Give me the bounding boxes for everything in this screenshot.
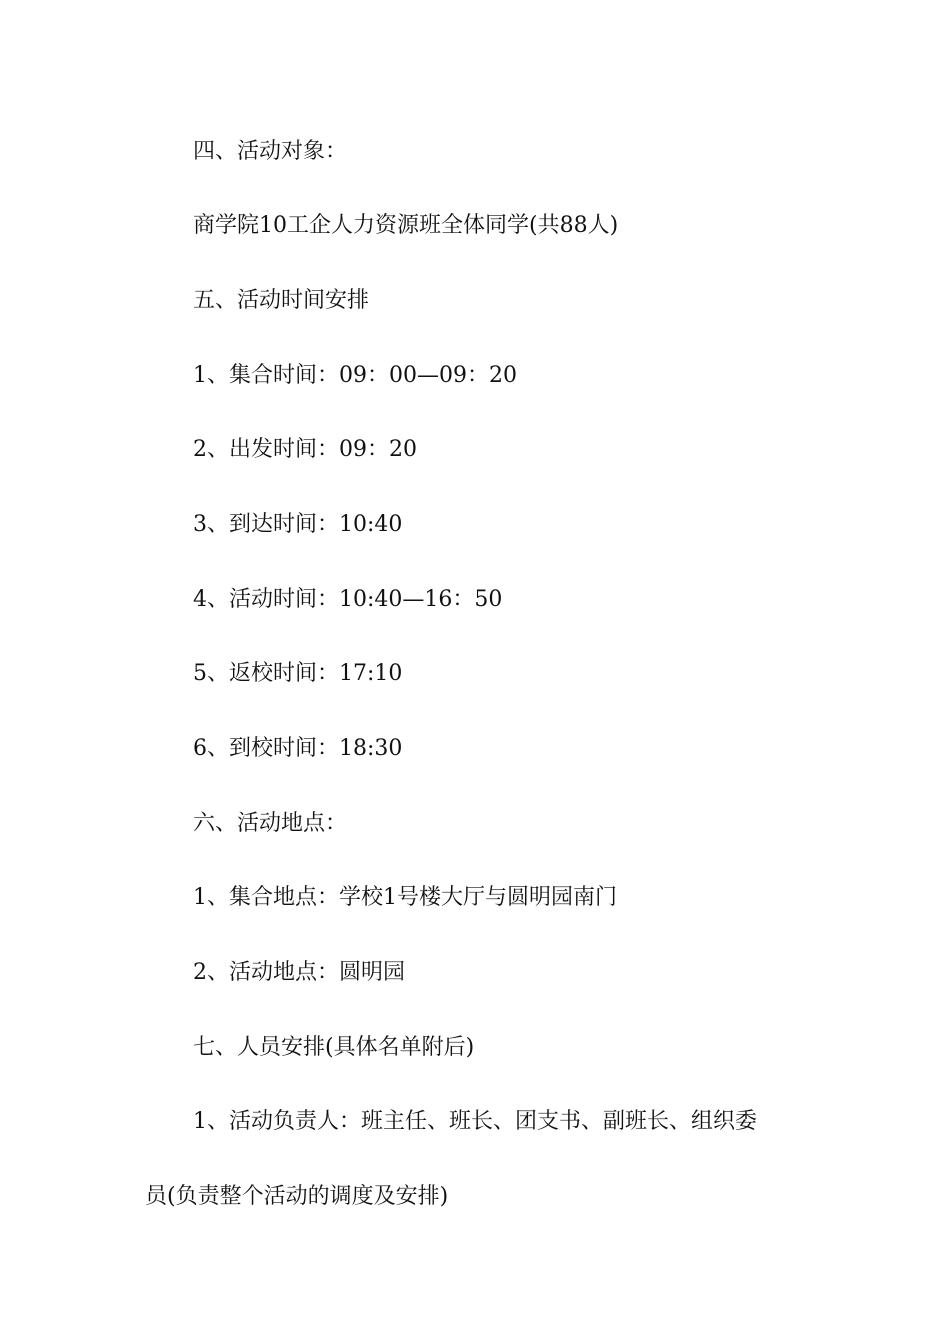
section-heading-schedule: 五、活动时间安排 [193,288,370,313]
schedule-item-depart-time: 2、出发时间：09：20 [193,437,417,462]
section-heading-location: 六、活动地点： [193,811,348,836]
schedule-item-activity-time: 4、活动时间：10:40—16：50 [193,587,503,612]
location-item-gather-place: 1、集合地点：学校1号楼大厅与圆明园南门 [193,885,617,910]
schedule-item-return-time: 5、返校时间：17:10 [193,661,403,686]
section-heading-staffing: 七、人员安排(具体名单附后) [193,1035,475,1060]
schedule-item-arrive-time: 3、到达时间：10:40 [193,512,403,537]
staffing-item-leader-continued: 员(负责整个活动的调度及安排) [145,1184,449,1209]
location-item-activity-place: 2、活动地点：圆明园 [193,960,405,985]
schedule-item-gather-time: 1、集合时间：09：00—09：20 [193,363,517,388]
section-heading-target-audience: 四、活动对象： [193,139,348,164]
staffing-item-leader: 1、活动负责人：班主任、班长、团支书、副班长、组织委 [193,1109,757,1134]
target-audience-text: 商学院10工企人力资源班全体同学(共88人) [193,213,619,238]
schedule-item-back-at-school-time: 6、到校时间：18:30 [193,736,403,761]
